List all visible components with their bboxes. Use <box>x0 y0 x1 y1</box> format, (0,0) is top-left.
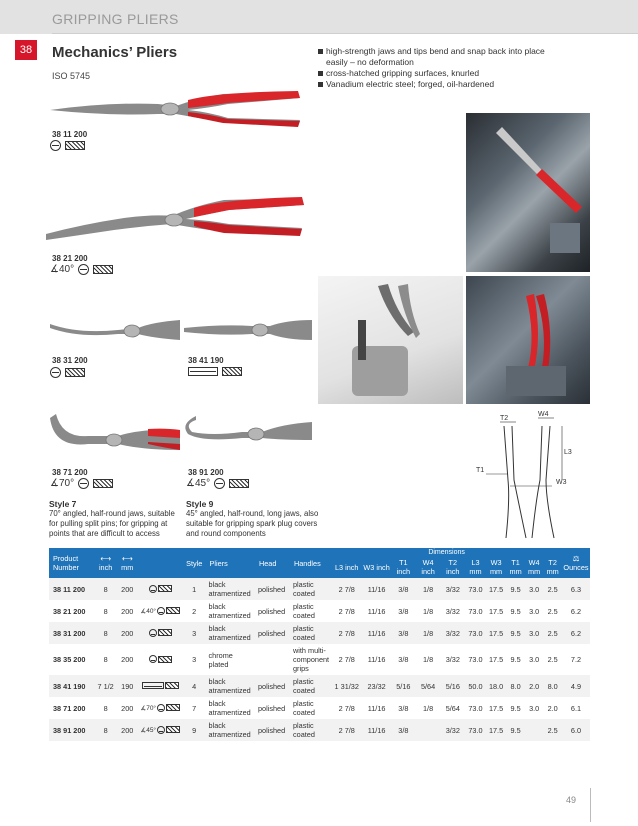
angle-value: 70° <box>58 478 75 489</box>
cell-t1-mm: 9.5 <box>506 697 525 719</box>
angle-value: 40° <box>146 607 157 615</box>
cell-symbols <box>138 644 183 675</box>
cell-w4-mm: 3.0 <box>525 600 544 622</box>
cell-pliers: black atramentized <box>206 719 255 741</box>
cross-hatch-icon <box>65 141 85 150</box>
cell-t1-mm: 9.5 <box>506 644 525 675</box>
header-t2-inch: T2 inch <box>440 556 465 578</box>
cross-hatch-icon <box>93 479 113 488</box>
cross-hatch-icon <box>166 704 180 711</box>
cell-l3-in: 2 7/8 <box>331 697 362 719</box>
cell-pn: 38 11 200 <box>49 578 94 600</box>
header-weight <box>562 548 590 578</box>
header-t1-inch: T1 inch <box>391 556 416 578</box>
cell-t2-mm: 2.5 <box>543 578 562 600</box>
cell-pliers: black atramentized <box>206 578 255 600</box>
cell-w3-mm: 17.5 <box>486 622 507 644</box>
cell-pliers: black atramentized <box>206 622 255 644</box>
header-length-mm <box>117 548 138 578</box>
item-symbols <box>50 367 85 378</box>
header-length-inch <box>94 548 117 578</box>
cell-style: 9 <box>183 719 206 741</box>
cross-hatch-icon <box>158 629 172 636</box>
cell-t2-mm: 2.5 <box>543 622 562 644</box>
cell-l3-mm: 73.0 <box>465 622 486 644</box>
header-l3-mm: L3 mm <box>465 556 486 578</box>
cell-mm: 200 <box>117 719 138 741</box>
cell-pn: 38 31 200 <box>49 622 94 644</box>
cell-oz: 6.0 <box>562 719 590 741</box>
cross-hatch-icon <box>165 682 179 689</box>
plier-image-38-91-200 <box>182 410 312 450</box>
half-round-jaw-icon <box>149 585 157 593</box>
cell-oz: 7.2 <box>562 644 590 675</box>
angle-icon: ∡45° <box>186 478 211 489</box>
header-style: Style <box>183 548 206 578</box>
table-row <box>49 675 590 697</box>
cell-t2-mm: 2.5 <box>543 600 562 622</box>
style-7-title: Style 7 <box>49 499 77 509</box>
header-head: Head <box>255 548 290 578</box>
header-inch-label: inch <box>98 563 113 572</box>
half-round-jaw-icon <box>78 264 89 275</box>
cell-oz: 6.2 <box>562 622 590 644</box>
half-round-jaw-icon <box>157 704 165 712</box>
cell-t2-in: 5/64 <box>440 697 465 719</box>
cell-inch: 8 <box>94 644 117 675</box>
cell-t2-in: 3/32 <box>440 719 465 741</box>
cross-hatch-icon <box>93 265 113 274</box>
cell-w4-in: 1/8 <box>416 697 441 719</box>
item-code: 38 91 200 <box>188 468 224 477</box>
angle-value: 45° <box>146 726 157 734</box>
diagram-label-w3: W3 <box>556 479 567 486</box>
cell-mm: 200 <box>117 578 138 600</box>
page-number: 49 <box>566 795 577 805</box>
header-mm-label: mm <box>121 563 134 572</box>
half-round-jaw-icon <box>50 140 61 151</box>
cell-t2-in: 3/32 <box>440 578 465 600</box>
cell-handles: plastic coated <box>290 578 331 600</box>
cell-w3-in: 11/16 <box>362 697 391 719</box>
cell-pn: 38 41 190 <box>49 675 94 697</box>
cell-head: polished <box>255 578 290 600</box>
header-pliers: Pliers <box>206 548 255 578</box>
photo-engine-close-up <box>466 113 590 272</box>
table-row <box>49 622 590 644</box>
cell-pn: 38 71 200 <box>49 697 94 719</box>
item-code: 38 71 200 <box>52 468 88 477</box>
cell-head: polished <box>255 600 290 622</box>
cell-t1-in: 3/8 <box>391 600 416 622</box>
style-9-title: Style 9 <box>186 499 214 509</box>
cell-style: 1 <box>183 578 206 600</box>
cell-t2-in: 3/32 <box>440 600 465 622</box>
page-rule <box>590 788 591 822</box>
header-t2-mm: T2 mm <box>543 556 562 578</box>
cell-style: 2 <box>183 600 206 622</box>
header-l3-inch: L3 inch <box>331 556 362 578</box>
header-w4-mm: W4 mm <box>525 556 544 578</box>
cell-mm: 200 <box>117 622 138 644</box>
plier-image-38-11-200 <box>48 88 308 128</box>
cell-l3-in: 1 31/32 <box>331 675 362 697</box>
item-code: 38 31 200 <box>52 356 88 365</box>
cell-symbols <box>138 697 183 719</box>
feature-item: high-strength jaws and tips bend and snap back into place easily – no deformation <box>318 46 558 68</box>
standard-label: ISO 5745 <box>52 71 91 81</box>
cell-w4-mm: 3.0 <box>525 697 544 719</box>
angle-value: 70° <box>146 704 157 712</box>
cell-inch: 8 <box>94 578 117 600</box>
cell-w4-in: 5/64 <box>416 675 441 697</box>
cell-head <box>255 644 290 675</box>
half-round-jaw-icon <box>157 726 165 734</box>
cell-t1-in: 3/8 <box>391 644 416 675</box>
cell-inch: 8 <box>94 622 117 644</box>
cell-pliers: black atramentized <box>206 675 255 697</box>
cell-mm: 190 <box>117 675 138 697</box>
cell-w4-mm: 2.0 <box>525 675 544 697</box>
cell-l3-mm: 73.0 <box>465 644 486 675</box>
photo-engine-spark-plug <box>466 276 590 404</box>
header-w4-inch: W4 inch <box>416 556 441 578</box>
angle-icon: ∡70° <box>50 478 75 489</box>
cell-t2-in: 5/16 <box>440 675 465 697</box>
cell-t1-mm: 8.0 <box>506 675 525 697</box>
cell-symbols <box>138 675 183 697</box>
plier-image-38-71-200 <box>48 408 180 460</box>
cross-hatch-icon <box>222 367 242 376</box>
cell-handles: with multi-component grips <box>290 644 331 675</box>
style-9-description: 45° angled, half-round, long jaws, also suitable for gripping spark plug covers and round components <box>186 509 319 538</box>
feature-item: cross-hatched gripping surfaces, knurled <box>318 68 558 79</box>
item-symbols <box>188 367 242 376</box>
cell-w4-in: 1/8 <box>416 644 441 675</box>
diagram-label-t2: T2 <box>500 415 509 422</box>
cell-handles: plastic coated <box>290 600 331 622</box>
table-row <box>49 697 590 719</box>
diagram-label-t1: T1 <box>476 467 485 474</box>
cell-t2-in: 3/32 <box>440 622 465 644</box>
cell-oz: 6.1 <box>562 697 590 719</box>
cell-oz: 4.9 <box>562 675 590 697</box>
length-arrow-icon: ⟷ <box>100 554 111 563</box>
cell-t1-mm: 9.5 <box>506 600 525 622</box>
cell-l3-mm: 73.0 <box>465 578 486 600</box>
cell-head: polished <box>255 719 290 741</box>
cell-w4-in <box>416 719 441 741</box>
cell-t1-in: 3/8 <box>391 622 416 644</box>
cell-w3-in: 23/32 <box>362 675 391 697</box>
angle-icon: ∡40° <box>140 607 157 615</box>
cell-inch: 8 <box>94 719 117 741</box>
header-handles: Handles <box>290 548 331 578</box>
cell-symbols <box>138 600 183 622</box>
cell-w4-mm: 3.0 <box>525 622 544 644</box>
table-row <box>49 578 590 600</box>
cell-oz: 6.3 <box>562 578 590 600</box>
table-row <box>49 719 590 741</box>
angle-value: 45° <box>194 478 211 489</box>
header-bar <box>0 0 638 34</box>
cell-t1-in: 3/8 <box>391 578 416 600</box>
cell-w3-in: 11/16 <box>362 578 391 600</box>
cell-pn: 38 21 200 <box>49 600 94 622</box>
cell-handles: plastic coated <box>290 675 331 697</box>
angle-value: 40° <box>58 264 75 275</box>
cell-l3-mm: 73.0 <box>465 719 486 741</box>
header-w3-mm: W3 mm <box>486 556 507 578</box>
cell-l3-in: 2 7/8 <box>331 644 362 675</box>
header-product-number: Product Number <box>49 548 94 578</box>
cell-w4-in: 1/8 <box>416 600 441 622</box>
cell-handles: plastic coated <box>290 622 331 644</box>
diagram-label-l3: L3 <box>564 449 572 456</box>
half-round-jaw-icon <box>149 655 157 663</box>
half-round-jaw-icon <box>157 607 165 615</box>
cell-head: polished <box>255 675 290 697</box>
cell-l3-in: 2 7/8 <box>331 600 362 622</box>
cell-w3-mm: 18.0 <box>486 675 507 697</box>
cell-t1-mm: 9.5 <box>506 622 525 644</box>
scale-icon: ⚖ <box>572 554 580 563</box>
item-code: 38 21 200 <box>52 254 88 263</box>
feature-list <box>318 46 558 90</box>
cell-w4-in: 1/8 <box>416 622 441 644</box>
cell-w4-mm: 3.0 <box>525 578 544 600</box>
cell-w3-mm: 17.5 <box>486 600 507 622</box>
cell-w3-mm: 17.5 <box>486 719 507 741</box>
cell-w3-mm: 17.5 <box>486 697 507 719</box>
cell-w4-mm: 3.0 <box>525 644 544 675</box>
cell-w4-in: 1/8 <box>416 578 441 600</box>
dimensions-table <box>49 548 590 741</box>
cell-l3-mm: 73.0 <box>465 697 486 719</box>
cell-t1-mm: 9.5 <box>506 719 525 741</box>
cell-symbols <box>138 719 183 741</box>
cell-t2-mm: 2.0 <box>543 697 562 719</box>
cell-l3-in: 2 7/8 <box>331 578 362 600</box>
cell-style: 3 <box>183 622 206 644</box>
header-w3-inch: W3 inch <box>362 556 391 578</box>
cross-hatch-icon <box>65 368 85 377</box>
feature-item: Vanadium electric steel; forged, oil-hardened <box>318 79 558 90</box>
half-round-jaw-icon <box>50 367 61 378</box>
product-title: Mechanics’ Pliers <box>52 44 178 61</box>
header-ounces-label: Ounces <box>563 563 589 572</box>
plier-image-38-21-200 <box>44 188 310 244</box>
cell-t2-mm: 2.5 <box>543 644 562 675</box>
cell-w3-in: 11/16 <box>362 600 391 622</box>
item-code: 38 11 200 <box>52 130 88 139</box>
dimension-diagram <box>466 410 590 540</box>
cell-t1-mm: 9.5 <box>506 578 525 600</box>
angle-icon: ∡45° <box>140 726 157 734</box>
cell-inch: 7 1/2 <box>94 675 117 697</box>
cell-w3-in: 11/16 <box>362 719 391 741</box>
cell-t1-in: 3/8 <box>391 697 416 719</box>
half-round-jaw-icon <box>149 629 157 637</box>
angle-icon: ∡40° <box>50 264 75 275</box>
header-rule <box>52 33 638 34</box>
cell-style: 7 <box>183 697 206 719</box>
cross-hatch-icon <box>158 656 172 663</box>
plier-image-38-41-190 <box>182 312 312 348</box>
cross-hatch-icon <box>158 585 172 592</box>
item-symbols <box>50 264 113 275</box>
cell-symbols <box>138 622 183 644</box>
header-dimensions: Dimensions <box>331 548 562 556</box>
cell-head: polished <box>255 697 290 719</box>
cell-mm: 200 <box>117 644 138 675</box>
plier-image-38-31-200 <box>48 312 180 348</box>
cell-w3-in: 11/16 <box>362 644 391 675</box>
item-symbols <box>186 478 249 489</box>
cell-pliers: black atramentized <box>206 600 255 622</box>
half-round-jaw-icon <box>78 478 89 489</box>
header-t1-mm: T1 mm <box>506 556 525 578</box>
header-symbols <box>138 548 183 578</box>
cell-style: 3 <box>183 644 206 675</box>
cell-t1-in: 3/8 <box>391 719 416 741</box>
category-title: GRIPPING PLIERS <box>52 11 179 27</box>
cell-mm: 200 <box>117 600 138 622</box>
half-round-jaw-icon <box>214 478 225 489</box>
cell-l3-mm: 50.0 <box>465 675 486 697</box>
cell-l3-mm: 73.0 <box>465 600 486 622</box>
table-row <box>49 600 590 622</box>
item-symbols <box>50 140 85 151</box>
style-7-description: 70° angled, half-round jaws, suitable for pulling split pins; for gripping at points that are difficult to access <box>49 509 175 538</box>
cross-hatch-icon <box>166 726 180 733</box>
table-row <box>49 644 590 675</box>
photo-pliers-at-work <box>318 276 463 404</box>
cell-symbols <box>138 578 183 600</box>
cell-style: 4 <box>183 675 206 697</box>
cell-pliers: black atramentized <box>206 697 255 719</box>
angle-icon: ∡70° <box>140 704 157 712</box>
cross-hatch-icon <box>229 479 249 488</box>
cell-l3-in: 2 7/8 <box>331 622 362 644</box>
cell-pn: 38 35 200 <box>49 644 94 675</box>
cell-inch: 8 <box>94 697 117 719</box>
cell-t1-in: 5/16 <box>391 675 416 697</box>
flat-jaw-icon <box>188 367 218 376</box>
length-arrow-icon: ⟷ <box>122 554 133 563</box>
cell-pn: 38 91 200 <box>49 719 94 741</box>
cell-oz: 6.2 <box>562 600 590 622</box>
cell-handles: plastic coated <box>290 719 331 741</box>
page-tab: 38 <box>15 40 37 60</box>
cell-w3-in: 11/16 <box>362 622 391 644</box>
flat-jaw-icon <box>142 682 164 689</box>
cell-w3-mm: 17.5 <box>486 578 507 600</box>
cell-mm: 200 <box>117 697 138 719</box>
cell-t2-mm: 8.0 <box>543 675 562 697</box>
cell-handles: plastic coated <box>290 697 331 719</box>
item-symbols <box>50 478 113 489</box>
cell-head: polished <box>255 622 290 644</box>
cell-w3-mm: 17.5 <box>486 644 507 675</box>
item-code: 38 41 190 <box>188 356 224 365</box>
cell-inch: 8 <box>94 600 117 622</box>
cell-w4-mm <box>525 719 544 741</box>
cell-l3-in: 2 7/8 <box>331 719 362 741</box>
cell-t2-in: 3/32 <box>440 644 465 675</box>
cell-pliers: chrome plated <box>206 644 255 675</box>
diagram-label-w4: W4 <box>538 411 549 418</box>
cell-t2-mm: 2.5 <box>543 719 562 741</box>
cross-hatch-icon <box>166 607 180 614</box>
